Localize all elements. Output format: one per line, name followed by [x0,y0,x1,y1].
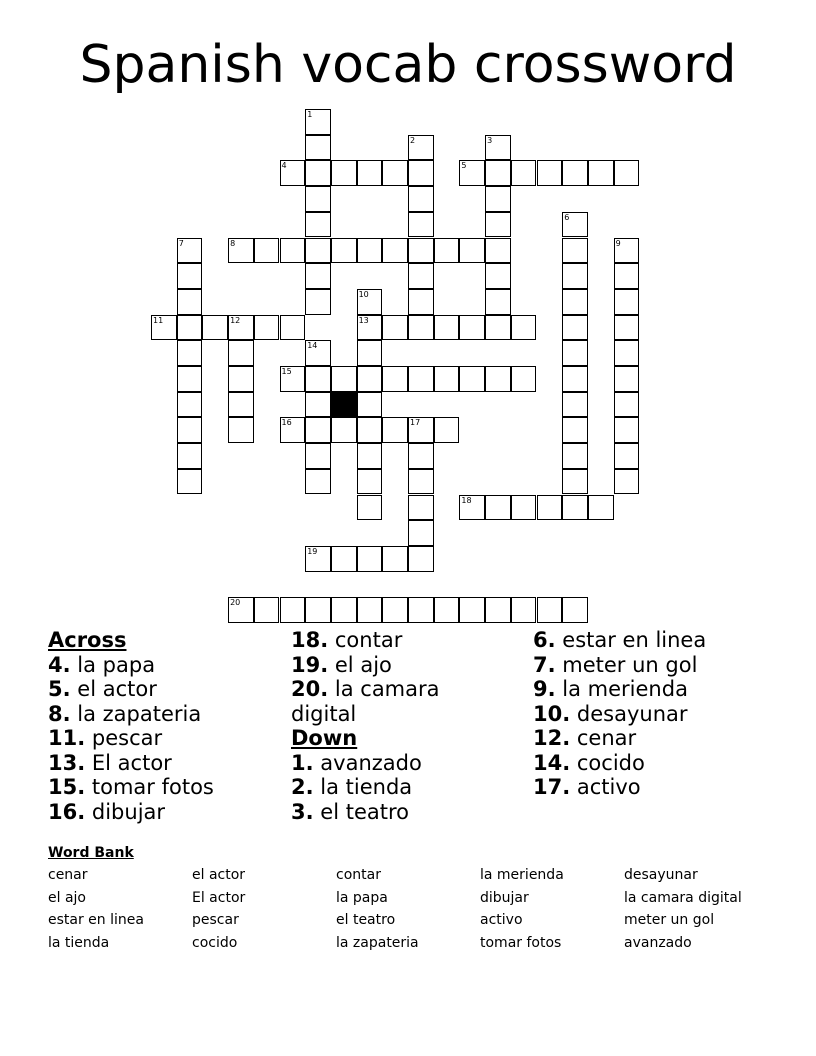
grid-cell[interactable] [614,469,640,495]
grid-cell[interactable] [254,597,280,623]
grid-cell[interactable] [614,263,640,289]
grid-cell[interactable] [434,315,460,341]
grid-cell[interactable] [357,546,383,572]
grid-cell[interactable] [614,238,640,264]
grid-cell[interactable] [305,263,331,289]
grid-cell[interactable] [485,135,511,161]
clue-across-20: 20. la camara digital [291,677,440,726]
grid-cell[interactable] [485,263,511,289]
grid-cell[interactable] [357,443,383,469]
black-cell [331,392,357,418]
clues-column-3 [533,628,706,800]
grid-cell[interactable] [459,597,485,623]
grid-cell[interactable] [485,597,511,623]
grid-cell[interactable] [408,238,434,264]
grid-cell[interactable] [614,392,640,418]
grid-cell[interactable] [408,417,434,443]
grid-cell[interactable] [382,238,408,264]
clue-down-14: 14. cocido [533,750,645,775]
grid-cell[interactable] [408,520,434,546]
grid-cell[interactable] [562,263,588,289]
cell-number: 19 [307,546,318,556]
grid-cell[interactable] [511,366,537,392]
grid-cell[interactable] [614,443,640,469]
clue-down-1: 1. avanzado [291,750,422,775]
grid-cell[interactable] [537,597,563,623]
grid-cell[interactable] [588,495,614,521]
grid-cell[interactable] [228,340,254,366]
cell-number: 9 [615,238,621,248]
grid-cell[interactable] [357,315,383,341]
grid-cell[interactable] [382,315,408,341]
cell-number: 12 [230,315,241,325]
grid-cell[interactable] [485,238,511,264]
cell-number: 13 [358,315,369,325]
grid-cell[interactable] [305,443,331,469]
grid-cell[interactable] [177,238,203,264]
grid-cell[interactable] [562,392,588,418]
grid-cell[interactable] [177,340,203,366]
grid-cell[interactable] [177,392,203,418]
grid-cell[interactable] [382,417,408,443]
grid-cell[interactable] [485,289,511,315]
grid-cell[interactable] [305,186,331,212]
cell-number: 5 [461,161,467,171]
grid-cell[interactable] [254,238,280,264]
grid-cell[interactable] [434,366,460,392]
word-bank-item: el actor [192,867,246,883]
grid-cell[interactable] [280,238,306,264]
grid-cell[interactable] [280,417,306,443]
grid-cell[interactable] [254,315,280,341]
grid-cell[interactable] [588,160,614,186]
grid-cell[interactable] [459,315,485,341]
grid-cell[interactable] [357,597,383,623]
grid-cell[interactable] [177,315,203,341]
grid-cell[interactable] [562,417,588,443]
grid-cell[interactable] [151,315,177,341]
grid-cell[interactable] [562,469,588,495]
word-bank-item: desayunar [624,867,698,883]
cell-number: 16 [281,418,292,428]
grid-cell[interactable] [408,597,434,623]
grid-cell[interactable] [382,597,408,623]
grid-cell[interactable] [202,315,228,341]
grid-cell[interactable] [562,597,588,623]
grid-cell[interactable] [614,289,640,315]
grid-cell[interactable] [562,160,588,186]
grid-cell[interactable] [562,238,588,264]
clue-down-12: 12. cenar [533,726,637,750]
grid-cell[interactable] [228,417,254,443]
grid-cell[interactable] [177,443,203,469]
clue-across-13: 13. El actor [48,750,172,775]
clue-across-8: 8. la zapateria [48,701,202,726]
grid-cell[interactable] [280,597,306,623]
grid-cell[interactable] [614,160,640,186]
clue-across-15: 15. tomar fotos [48,775,214,799]
grid-cell[interactable] [408,289,434,315]
grid-cell[interactable] [485,160,511,186]
cell-number: 2 [410,135,416,145]
grid-cell[interactable] [305,546,331,572]
clue-across-16: 16. dibujar [48,799,166,824]
grid-cell[interactable] [485,495,511,521]
grid-cell[interactable] [614,340,640,366]
grid-cell[interactable] [357,469,383,495]
word-bank [48,866,788,952]
grid-cell[interactable] [357,289,383,315]
grid-cell[interactable] [408,366,434,392]
grid-cell[interactable] [562,366,588,392]
word-bank-item: cocido [192,934,238,951]
cell-number: 4 [281,161,287,171]
grid-cell[interactable] [331,546,357,572]
grid-cell[interactable] [357,417,383,443]
grid-cell[interactable] [434,597,460,623]
grid-cell[interactable] [228,315,254,341]
grid-cell[interactable] [177,289,203,315]
clue-across-5: 5. el actor [48,677,157,701]
clue-across-11: 11. pescar [48,726,163,750]
grid-cell[interactable] [614,366,640,392]
grid-cell[interactable] [382,546,408,572]
clue-across-4: 4. la papa [48,652,156,677]
clue-down-7: 7. meter un gol [533,652,698,677]
cell-number: 17 [410,418,421,428]
word-bank-item: activo [480,912,523,928]
grid-cell[interactable] [408,160,434,186]
word-bank-item: la zapateria [336,934,419,951]
grid-cell[interactable] [408,469,434,495]
cell-number: 20 [230,598,241,608]
grid-cell[interactable] [305,417,331,443]
grid-cell[interactable] [408,443,434,469]
grid-cell[interactable] [459,238,485,264]
grid-cell[interactable] [511,597,537,623]
grid-cell[interactable] [511,160,537,186]
grid-cell[interactable] [562,289,588,315]
grid-cell[interactable] [485,212,511,238]
grid-cell[interactable] [511,495,537,521]
across-heading: Across [48,628,127,652]
grid-cell[interactable] [357,238,383,264]
grid-cell[interactable] [177,417,203,443]
grid-cell[interactable] [357,160,383,186]
word-bank-item: El actor [192,889,246,906]
grid-cell[interactable] [434,417,460,443]
cell-number: 18 [461,495,472,505]
grid-cell[interactable] [382,160,408,186]
grid-cell[interactable] [408,212,434,238]
grid-cell[interactable] [331,238,357,264]
grid-cell[interactable] [614,315,640,341]
grid-cell[interactable] [177,263,203,289]
word-bank-item: dibujar [480,889,529,906]
grid-cell[interactable] [305,469,331,495]
grid-cell[interactable] [305,289,331,315]
grid-cell[interactable] [177,469,203,495]
clue-down-9: 9. la merienda [533,677,688,701]
grid-cell[interactable] [485,186,511,212]
grid-cell[interactable] [485,315,511,341]
grid-cell[interactable] [280,160,306,186]
grid-cell[interactable] [434,238,460,264]
cell-number: 3 [487,135,493,145]
grid-cell[interactable] [511,315,537,341]
word-bank-item: pescar [192,912,239,928]
grid-cell[interactable] [614,417,640,443]
clue-down-17: 17. activo [533,775,641,799]
word-bank-item: tomar fotos [480,934,562,951]
grid-cell[interactable] [305,109,331,135]
grid-cell[interactable] [331,366,357,392]
clues-column-2 [291,628,511,824]
word-bank-title: Word Bank [48,845,134,861]
grid-cell[interactable] [562,315,588,341]
word-bank-item: estar en linea [48,912,144,928]
word-bank-item: la papa [336,889,388,906]
grid-cell[interactable] [562,495,588,521]
down-heading: Down [291,726,358,750]
cell-number: 7 [178,238,184,248]
clue-down-3: 3. el teatro [291,799,409,824]
word-bank-item: contar [336,867,381,883]
word-bank-item: cenar [48,867,88,883]
grid-cell[interactable] [305,392,331,418]
grid-cell[interactable] [305,597,331,623]
grid-cell[interactable] [562,340,588,366]
clue-across-18: 18. contar [291,628,403,652]
grid-cell[interactable] [305,366,331,392]
grid-cell[interactable] [280,315,306,341]
grid-cell[interactable] [357,366,383,392]
grid-cell[interactable] [459,366,485,392]
grid-cell[interactable] [280,366,306,392]
grid-cell[interactable] [485,366,511,392]
grid-cell[interactable] [408,186,434,212]
word-bank-item: la merienda [480,867,564,883]
word-bank-item: el ajo [48,889,86,906]
word-bank-item: avanzado [624,934,692,951]
grid-cell[interactable] [459,495,485,521]
word-bank-item: el teatro [336,912,396,928]
clue-across-19: 19. el ajo [291,652,392,677]
cell-number: 10 [358,289,369,299]
grid-cell[interactable] [305,160,331,186]
grid-cell[interactable] [459,160,485,186]
grid-cell[interactable] [408,263,434,289]
grid-cell[interactable] [408,315,434,341]
word-bank-item: meter un gol [624,912,715,928]
cell-number: 11 [153,315,164,325]
grid-cell[interactable] [357,392,383,418]
grid-cell[interactable] [331,417,357,443]
grid-cell[interactable] [228,392,254,418]
cell-number: 1 [307,110,313,119]
grid-cell[interactable] [562,443,588,469]
grid-cell[interactable] [331,160,357,186]
page-title: Spanish vocab crossword [79,35,737,95]
grid-cell[interactable] [228,597,254,623]
grid-cell[interactable] [305,238,331,264]
grid-cell[interactable] [305,135,331,161]
grid-cell[interactable] [331,597,357,623]
grid-cell[interactable] [408,135,434,161]
grid-cell[interactable] [562,212,588,238]
grid-cell[interactable] [357,495,383,521]
grid-cell[interactable] [305,340,331,366]
grid-cell[interactable] [357,340,383,366]
word-bank-item: la tienda [48,934,110,951]
word-bank-item: la camara digital [624,889,742,906]
clue-down-6: 6. estar en linea [533,628,707,652]
clue-down-2: 2. la tienda [291,775,413,799]
grid-cell[interactable] [228,366,254,392]
grid-cell[interactable] [305,212,331,238]
cell-number: 8 [230,238,236,248]
clue-down-10: 10. desayunar [533,701,688,726]
grid-cell[interactable] [408,546,434,572]
grid-cell[interactable] [228,238,254,264]
grid-cell[interactable] [382,366,408,392]
grid-cell[interactable] [177,366,203,392]
cell-number: 14 [307,341,318,351]
cell-number: 6 [564,212,570,222]
grid-cell[interactable] [537,160,563,186]
grid-cell[interactable] [537,495,563,521]
grid-cell[interactable] [408,495,434,521]
cell-number: 15 [281,367,292,376]
clues-column-1 [48,628,214,824]
